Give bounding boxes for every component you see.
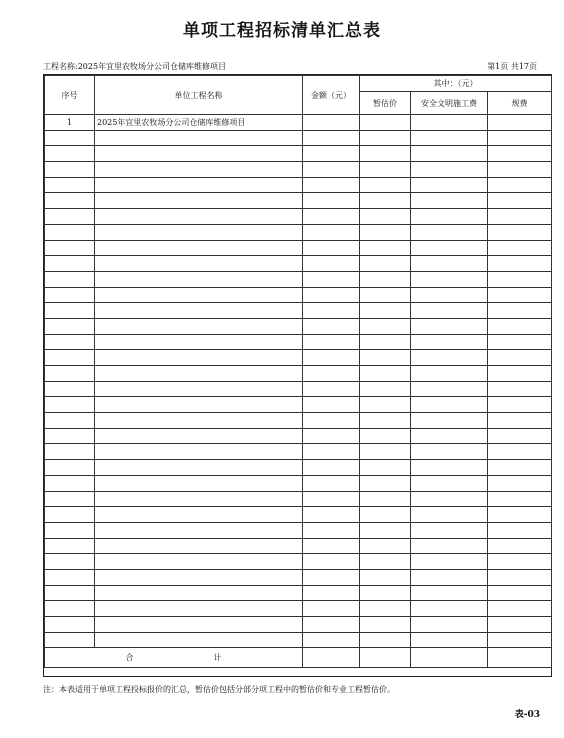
empty-row (45, 381, 552, 397)
empty-cell (45, 334, 95, 350)
empty-cell (45, 162, 95, 178)
empty-cell (411, 491, 488, 507)
empty-row (45, 522, 552, 538)
empty-cell (45, 381, 95, 397)
empty-cell (488, 601, 552, 617)
empty-cell (95, 130, 303, 146)
empty-cell (411, 617, 488, 633)
empty-cell (303, 413, 360, 429)
empty-cell (411, 585, 488, 601)
empty-cell (488, 538, 552, 554)
empty-cell (411, 162, 488, 178)
header-amount: 金额（元） (303, 76, 360, 115)
empty-row (45, 318, 552, 334)
empty-cell (45, 146, 95, 162)
empty-cell (303, 617, 360, 633)
empty-cell (303, 240, 360, 256)
empty-cell (488, 334, 552, 350)
empty-cell (45, 475, 95, 491)
empty-cell (303, 585, 360, 601)
empty-cell (303, 130, 360, 146)
empty-cell (411, 318, 488, 334)
empty-cell (45, 413, 95, 429)
empty-cell (360, 554, 411, 570)
project-info (43, 61, 226, 72)
summary-table (44, 75, 552, 668)
empty-cell (95, 632, 303, 648)
empty-cell (45, 632, 95, 648)
empty-row (45, 444, 552, 460)
empty-row (45, 209, 552, 225)
empty-cell (360, 334, 411, 350)
table-row (45, 115, 552, 131)
header-provisional: 暂估价 (360, 92, 411, 115)
empty-cell (411, 334, 488, 350)
empty-cell (45, 617, 95, 633)
empty-cell (303, 350, 360, 366)
empty-cell (411, 287, 488, 303)
empty-cell (45, 240, 95, 256)
empty-cell (488, 475, 552, 491)
empty-cell (360, 224, 411, 240)
empty-cell (45, 193, 95, 209)
empty-cell (488, 224, 552, 240)
empty-cell (45, 256, 95, 272)
empty-cell (360, 460, 411, 476)
empty-cell (360, 193, 411, 209)
empty-row (45, 130, 552, 146)
empty-cell (488, 397, 552, 413)
empty-cell (303, 303, 360, 319)
empty-cell (488, 554, 552, 570)
empty-cell (45, 444, 95, 460)
empty-row (45, 256, 552, 272)
empty-cell (411, 224, 488, 240)
empty-row (45, 162, 552, 178)
empty-cell (488, 569, 552, 585)
empty-cell (488, 632, 552, 648)
empty-cell (95, 366, 303, 382)
empty-cell (488, 193, 552, 209)
total-row (45, 648, 552, 668)
header-safety-fee: 安全文明施工费 (411, 92, 488, 115)
empty-cell (303, 475, 360, 491)
total-cell (360, 648, 411, 668)
empty-cell (45, 601, 95, 617)
total-label-b: 计 (213, 653, 222, 663)
empty-cell (411, 475, 488, 491)
empty-cell (411, 177, 488, 193)
cell-fees (488, 115, 552, 131)
empty-cell (360, 303, 411, 319)
empty-cell (411, 350, 488, 366)
empty-cell (95, 209, 303, 225)
empty-row (45, 428, 552, 444)
empty-cell (411, 569, 488, 585)
empty-cell (360, 413, 411, 429)
empty-cell (360, 287, 411, 303)
empty-row (45, 240, 552, 256)
form-code: 表-03 (514, 710, 540, 720)
empty-cell (360, 585, 411, 601)
empty-cell (488, 303, 552, 319)
empty-row (45, 193, 552, 209)
empty-row (45, 366, 552, 382)
empty-cell (411, 460, 488, 476)
empty-cell (45, 460, 95, 476)
empty-row (45, 491, 552, 507)
empty-row (45, 224, 552, 240)
empty-cell (95, 428, 303, 444)
empty-row (45, 177, 552, 193)
empty-cell (303, 632, 360, 648)
footnote: 注：本表适用于单项工程投标报价的汇总，暂估价包括分部分项工程中的暂估价和专业工程暂估价。 (43, 685, 395, 694)
empty-cell (488, 271, 552, 287)
empty-cell (303, 601, 360, 617)
page-info: 第1页 共17页 (487, 62, 537, 71)
empty-cell (95, 538, 303, 554)
empty-row (45, 554, 552, 570)
empty-row (45, 287, 552, 303)
empty-cell (95, 617, 303, 633)
empty-cell (360, 350, 411, 366)
empty-cell (303, 381, 360, 397)
empty-cell (303, 256, 360, 272)
empty-row (45, 397, 552, 413)
empty-row (45, 601, 552, 617)
empty-cell (411, 554, 488, 570)
empty-cell (360, 397, 411, 413)
empty-cell (303, 460, 360, 476)
empty-cell (360, 240, 411, 256)
empty-cell (360, 507, 411, 523)
empty-cell (411, 632, 488, 648)
empty-cell (303, 334, 360, 350)
empty-row (45, 460, 552, 476)
empty-cell (303, 522, 360, 538)
empty-cell (95, 146, 303, 162)
empty-cell (45, 491, 95, 507)
empty-row (45, 617, 552, 633)
empty-cell (303, 507, 360, 523)
empty-cell (411, 130, 488, 146)
empty-cell (95, 444, 303, 460)
empty-cell (95, 491, 303, 507)
empty-cell (303, 366, 360, 382)
meta-line (43, 61, 537, 72)
empty-cell (488, 507, 552, 523)
header-seq: 序号 (45, 76, 95, 115)
empty-cell (411, 303, 488, 319)
cell-unit-name: 2025年宜里农牧场分公司仓储库维修项目 (95, 115, 303, 131)
empty-cell (488, 256, 552, 272)
empty-cell (411, 366, 488, 382)
empty-cell (488, 240, 552, 256)
empty-cell (360, 146, 411, 162)
empty-cell (45, 177, 95, 193)
empty-cell (95, 585, 303, 601)
empty-cell (45, 224, 95, 240)
empty-cell (488, 522, 552, 538)
empty-cell (303, 177, 360, 193)
document-title: 单项工程招标清单汇总表 (183, 21, 381, 41)
empty-cell (95, 475, 303, 491)
empty-cell (95, 381, 303, 397)
empty-cell (488, 366, 552, 382)
empty-cell (360, 444, 411, 460)
empty-cell (95, 350, 303, 366)
empty-cell (303, 287, 360, 303)
total-label-a: 合 (125, 653, 134, 663)
empty-cell (411, 271, 488, 287)
empty-cell (303, 569, 360, 585)
empty-cell (45, 318, 95, 334)
empty-row (45, 146, 552, 162)
empty-cell (95, 177, 303, 193)
empty-cell (45, 287, 95, 303)
empty-cell (95, 601, 303, 617)
project-name: 2025年宜里农牧场分公司仓储库维修项目 (77, 62, 227, 71)
empty-cell (95, 193, 303, 209)
empty-cell (411, 601, 488, 617)
empty-cell (411, 381, 488, 397)
empty-cell (45, 522, 95, 538)
empty-cell (45, 554, 95, 570)
empty-row (45, 413, 552, 429)
cell-seq: 1 (45, 115, 95, 131)
empty-cell (45, 350, 95, 366)
empty-row (45, 350, 552, 366)
empty-row (45, 271, 552, 287)
empty-cell (303, 162, 360, 178)
empty-cell (360, 428, 411, 444)
total-cell (488, 648, 552, 668)
empty-cell (303, 146, 360, 162)
empty-cell (303, 554, 360, 570)
empty-cell (360, 475, 411, 491)
empty-cell (360, 522, 411, 538)
empty-cell (95, 507, 303, 523)
empty-cell (303, 538, 360, 554)
empty-cell (45, 585, 95, 601)
empty-cell (303, 318, 360, 334)
empty-cell (360, 601, 411, 617)
empty-cell (95, 256, 303, 272)
header-of-which: 其中：（元） (360, 76, 552, 92)
empty-row (45, 334, 552, 350)
empty-cell (360, 271, 411, 287)
empty-cell (360, 256, 411, 272)
empty-cell (360, 632, 411, 648)
empty-cell (488, 350, 552, 366)
empty-cell (411, 146, 488, 162)
empty-row (45, 569, 552, 585)
empty-cell (360, 162, 411, 178)
empty-cell (95, 522, 303, 538)
cell-provisional (360, 115, 411, 131)
total-label (45, 648, 303, 668)
empty-cell (45, 569, 95, 585)
empty-cell (45, 507, 95, 523)
empty-cell (411, 428, 488, 444)
empty-cell (303, 444, 360, 460)
empty-cell (488, 617, 552, 633)
empty-cell (360, 318, 411, 334)
empty-cell (95, 334, 303, 350)
empty-cell (411, 397, 488, 413)
empty-cell (360, 381, 411, 397)
empty-cell (95, 287, 303, 303)
cell-amount (303, 115, 360, 131)
empty-row (45, 585, 552, 601)
empty-cell (360, 177, 411, 193)
empty-cell (95, 240, 303, 256)
empty-cell (488, 413, 552, 429)
empty-cell (45, 428, 95, 444)
empty-cell (411, 538, 488, 554)
empty-cell (360, 366, 411, 382)
empty-cell (360, 569, 411, 585)
empty-cell (488, 209, 552, 225)
empty-row (45, 303, 552, 319)
empty-cell (95, 318, 303, 334)
empty-cell (303, 397, 360, 413)
empty-cell (45, 271, 95, 287)
header-fees: 规费 (488, 92, 552, 115)
empty-cell (45, 209, 95, 225)
empty-cell (411, 522, 488, 538)
empty-cell (95, 554, 303, 570)
empty-cell (45, 130, 95, 146)
empty-cell (95, 397, 303, 413)
empty-cell (360, 491, 411, 507)
empty-cell (411, 413, 488, 429)
empty-cell (360, 130, 411, 146)
empty-cell (488, 460, 552, 476)
project-label: 工程名称: (43, 62, 78, 71)
empty-row (45, 507, 552, 523)
empty-cell (303, 491, 360, 507)
empty-cell (411, 240, 488, 256)
empty-row (45, 632, 552, 648)
empty-cell (488, 287, 552, 303)
empty-cell (488, 381, 552, 397)
empty-cell (45, 397, 95, 413)
empty-row (45, 538, 552, 554)
empty-cell (488, 146, 552, 162)
empty-cell (95, 162, 303, 178)
total-cell (303, 648, 360, 668)
empty-row (45, 475, 552, 491)
empty-cell (488, 585, 552, 601)
empty-cell (303, 224, 360, 240)
empty-cell (303, 209, 360, 225)
empty-cell (45, 538, 95, 554)
table-body (45, 115, 552, 668)
empty-cell (95, 303, 303, 319)
total-cell (411, 648, 488, 668)
empty-cell (95, 569, 303, 585)
empty-cell (303, 271, 360, 287)
empty-cell (488, 491, 552, 507)
empty-cell (411, 256, 488, 272)
empty-cell (360, 209, 411, 225)
empty-cell (488, 428, 552, 444)
empty-cell (303, 428, 360, 444)
empty-cell (95, 460, 303, 476)
empty-cell (303, 193, 360, 209)
empty-cell (488, 177, 552, 193)
empty-cell (488, 318, 552, 334)
empty-cell (411, 193, 488, 209)
empty-cell (95, 271, 303, 287)
summary-table-frame (43, 74, 552, 677)
cell-safety-fee (411, 115, 488, 131)
empty-cell (95, 413, 303, 429)
empty-cell (411, 507, 488, 523)
empty-cell (488, 444, 552, 460)
empty-cell (411, 209, 488, 225)
empty-cell (45, 366, 95, 382)
empty-cell (360, 617, 411, 633)
header-unit-name: 单位工程名称 (95, 76, 303, 115)
empty-cell (95, 224, 303, 240)
empty-cell (360, 538, 411, 554)
empty-cell (411, 444, 488, 460)
empty-cell (488, 162, 552, 178)
empty-cell (488, 130, 552, 146)
empty-cell (45, 303, 95, 319)
